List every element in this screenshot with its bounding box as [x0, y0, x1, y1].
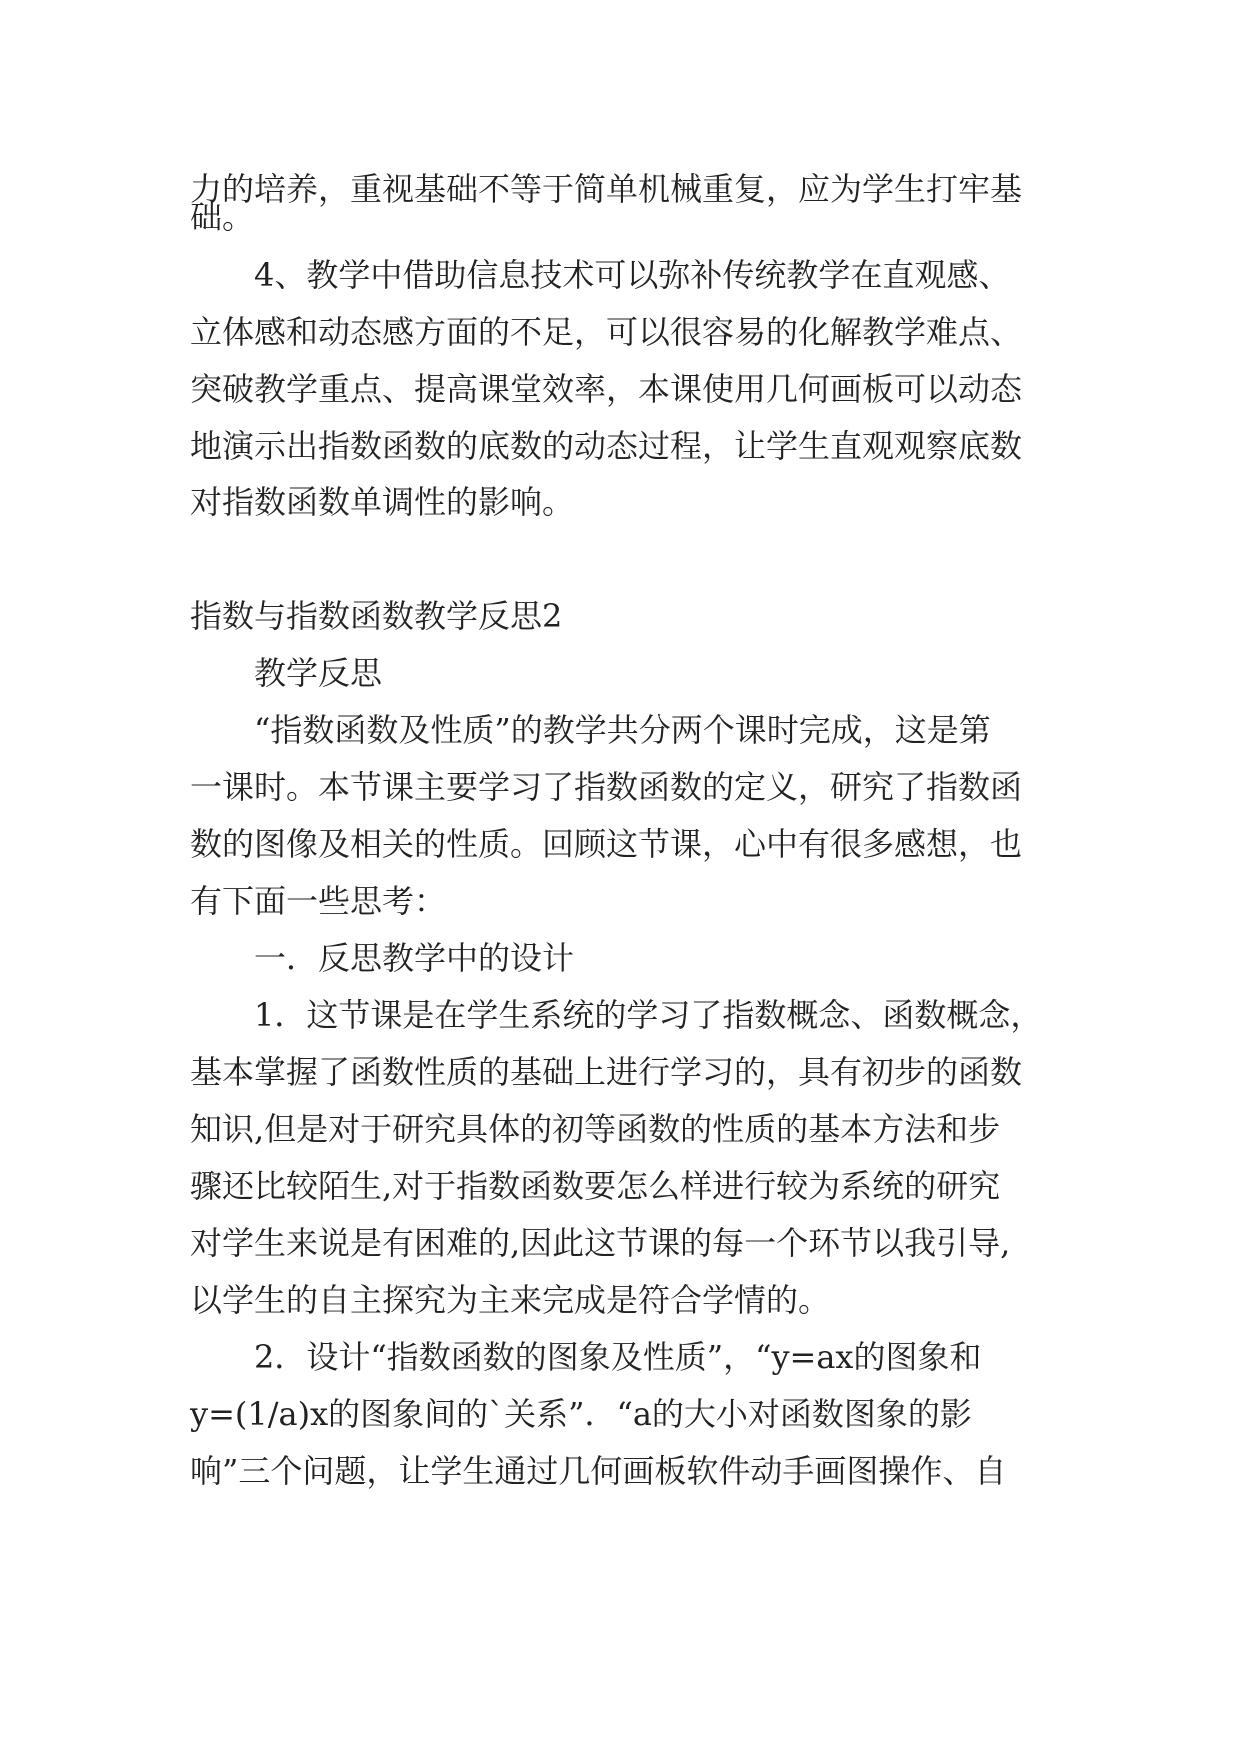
- subheading: 教学反思: [254, 654, 383, 692]
- paragraph-line: 骤还比较陌生,对于指数函数要怎么样进行较为系统的研究: [190, 1167, 1001, 1205]
- subheading: 一．反思教学中的设计: [254, 939, 575, 977]
- paragraph-line: 以学生的自主探究为主来完成是符合学情的。: [190, 1281, 831, 1319]
- paragraph-line: 础。: [190, 198, 255, 236]
- paragraph-line: “指数函数及性质”的教学共分两个课时完成，这是第: [254, 711, 991, 749]
- paragraph-line: 知识,但是对于研究具体的初等函数的性质的基本方法和步: [190, 1110, 1001, 1148]
- paragraph-line: 数的图像及相关的性质。回顾这节课，心中有很多感想，也: [190, 825, 1023, 863]
- paragraph-line: 一课时。本节课主要学习了指数函数的定义，研究了指数函: [190, 768, 1023, 806]
- paragraph-line: 地演示出指数函数的底数的动态过程，让学生直观观察底数: [190, 427, 1023, 465]
- paragraph-line: 立体感和动态感方面的不足，可以很容易的化解教学难点、: [190, 313, 1023, 351]
- paragraph-line: 突破教学重点、提高课堂效率，本课使用几何画板可以动态: [190, 370, 1023, 408]
- paragraph-line: 响”三个问题，让学生通过几何画板软件动手画图操作、自: [190, 1452, 1007, 1490]
- paragraph-line: 4、教学中借助信息技术可以弥补传统教学在直观感、: [254, 256, 1011, 294]
- paragraph-line: 基本掌握了函数性质的基础上进行学习的，具有初步的函数: [190, 1053, 1023, 1091]
- paragraph-line: 对学生来说是有困难的,因此这节课的每一个环节以我引导,: [190, 1224, 1011, 1262]
- paragraph-line: 有下面一些思考：: [190, 882, 447, 920]
- paragraph-line: y=(1/a)x的图象间的`关系”．“a的大小对函数图象的影: [190, 1395, 972, 1433]
- section-title: 指数与指数函数教学反思2: [190, 597, 563, 635]
- paragraph-line: 1．这节课是在学生系统的学习了指数概念、函数概念，: [254, 996, 1043, 1034]
- paragraph-line: 对指数函数单调性的影响。: [190, 483, 575, 521]
- paragraph-line: 2．设计“指数函数的图象及性质”，“y=ax的图象和: [254, 1338, 982, 1376]
- paragraph-line: 力的培养，重视基础不等于简单机械重复，应为学生打牢基: [190, 170, 1023, 208]
